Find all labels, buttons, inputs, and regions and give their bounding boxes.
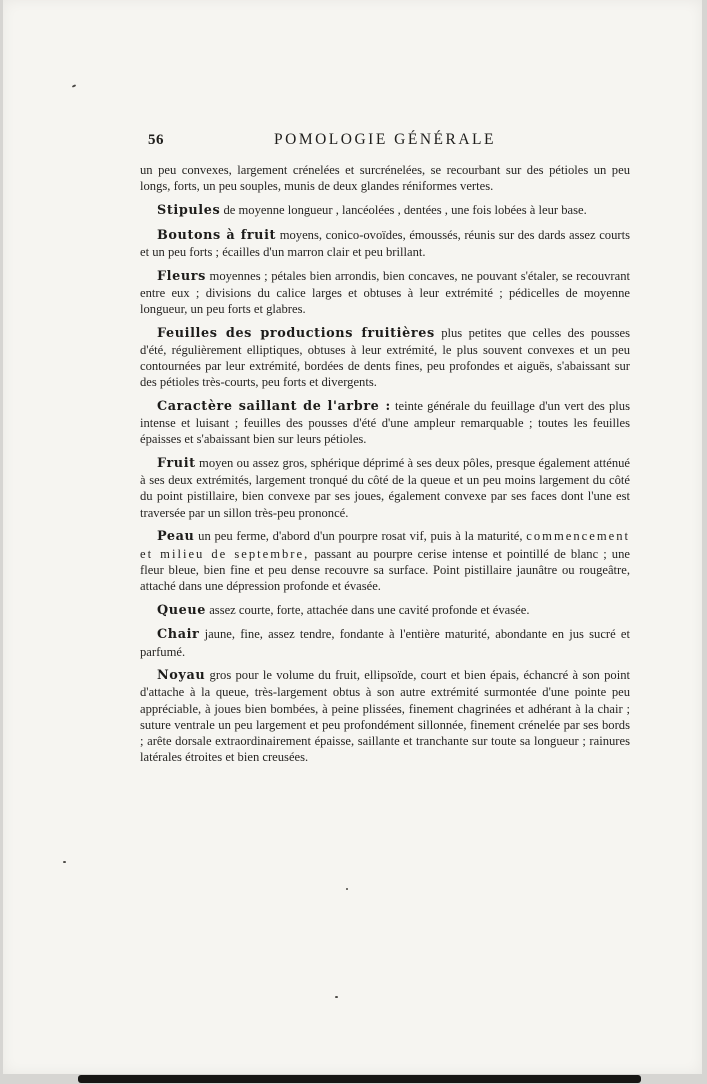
paragraph-emphasis: commencement et milieu de septembre, xyxy=(140,529,631,561)
paragraph-label: Peau xyxy=(157,529,195,545)
paragraph-stipules xyxy=(140,202,630,219)
body-text xyxy=(140,162,630,766)
paragraph-label: Queue xyxy=(157,602,207,618)
paragraph-peau xyxy=(140,528,630,594)
paragraph-label: Stipules xyxy=(157,202,221,218)
paragraph-text: moyens, conico-ovoïdes, émoussés, réunis sur des dards assez courts et un peu forts ; écailles d'un marron clair et peu brillant. xyxy=(140,227,630,259)
paragraph-queue xyxy=(140,602,630,619)
paragraph-text: passant au pourpre cerise intense et pointillé de blanc ; une fleur bleue, bien fine et peu dense recouvre sa surface. Point pistillaire jaunâtre ou rougeâtre, attaché dans une dépression profonde et évasée. xyxy=(140,546,630,593)
paragraph-continuation xyxy=(140,162,630,194)
page-number: 56 xyxy=(148,132,164,148)
paragraph-caractere-saillant xyxy=(140,398,630,448)
paragraph-text: jaune, fine, assez tendre, fondante à l'entière maturité, abondante en jus sucré et parfumé. xyxy=(140,627,630,659)
paper-sheet xyxy=(3,0,702,1074)
paragraph-label: Noyau xyxy=(157,668,206,684)
text-block xyxy=(140,131,630,773)
paragraph-text: gros pour le volume du fruit, ellipsoïde, court et bien épais, échancré à son point d'attache à la queue, très-largement obtus à son autre extrémité surmontée d'une pointe peu appréciable, à joues bien bombées, à peine plissées, finement chagrinées et adhérant à la chair ; suture ventrale un peu largement et peu profondément sillonnée, finement crénelée par ses bords ; arête dorsale extraordinairement épaisse, saillante et tranchante sur toute sa longueur ; rainures latérales étroites et bien creusées. xyxy=(140,668,630,765)
paragraph-label: Fleurs xyxy=(157,268,206,284)
scan-edge-bottom xyxy=(78,1075,641,1083)
scan-speck xyxy=(63,861,66,863)
paragraph-label: Boutons à fruit xyxy=(157,227,277,243)
paragraph-noyau xyxy=(140,667,630,765)
paragraph-text: moyennes ; pétales bien arrondis, bien concaves, ne pouvant s'étaler, se recouvrant entre eux ; divisions du calice larges et obtuses à leur extrémité ; pédicelles de moyenne longueur, un peu forts et glabres. xyxy=(140,268,630,316)
paragraph-fleurs xyxy=(140,268,630,318)
page-header xyxy=(140,131,630,153)
paragraph-text: un peu ferme, d'abord d'un pourpre rosat vif, puis à la maturité, xyxy=(198,529,523,544)
paragraph-label: Feuilles des productions fruitières xyxy=(157,325,435,341)
scan-speck xyxy=(335,996,338,998)
paragraph-fruit xyxy=(140,455,630,521)
paragraph-text: teinte générale du feuillage d'un vert des plus intense et luisant ; feuilles des pousses d'été d'une ampleur remarquable ; toutes les feuilles épaisses et s'abaissant bien sur leurs pétioles. xyxy=(140,398,630,447)
scan-speck xyxy=(346,888,348,890)
paragraph-text: de moyenne longueur , lancéolées , dentées , une fois lobées à leur base. xyxy=(223,202,587,217)
running-title: POMOLOGIE GÉNÉRALE xyxy=(274,131,496,148)
paragraph-text: un peu convexes, largement crénelées et surcrénelées, se recourbant sur des pétioles un peu longs, forts, un peu souples, munis de deux glandes réniformes vertes. xyxy=(140,163,630,194)
paragraph-label: Chair xyxy=(157,627,200,643)
paragraph-feuilles xyxy=(140,325,630,391)
paragraph-label: Caractère saillant de l'arbre : xyxy=(157,398,391,414)
paragraph-text: moyen ou assez gros, sphérique déprimé à ses deux pôles, presque également atténué à ses deux extrémités, largement tronqué du côté de la queue et un peu moins largement du côté du point pistillaire, bien convexe par ses joues, également convexe par ses faces dont l'une est traversée par un sillon très-peu prononcé. xyxy=(140,456,630,520)
paragraph-text: plus petites que celles des pousses d'été, régulièrement elliptiques, obtuses à leur extrémité, le plus souvent convexes et un peu contournées par leur extrémité, bordées de dents fines, peu profondes et aiguës, s'abaissant sur des pétioles très-courts, peu forts et divergents. xyxy=(140,325,631,390)
paragraph-chair xyxy=(140,626,630,659)
paragraph-label: Fruit xyxy=(157,456,196,472)
scan-speck xyxy=(72,84,76,88)
paragraph-text: assez courte, forte, attachée dans une cavité profonde et évasée. xyxy=(209,602,530,617)
paragraph-boutons-a-fruit xyxy=(140,227,630,260)
